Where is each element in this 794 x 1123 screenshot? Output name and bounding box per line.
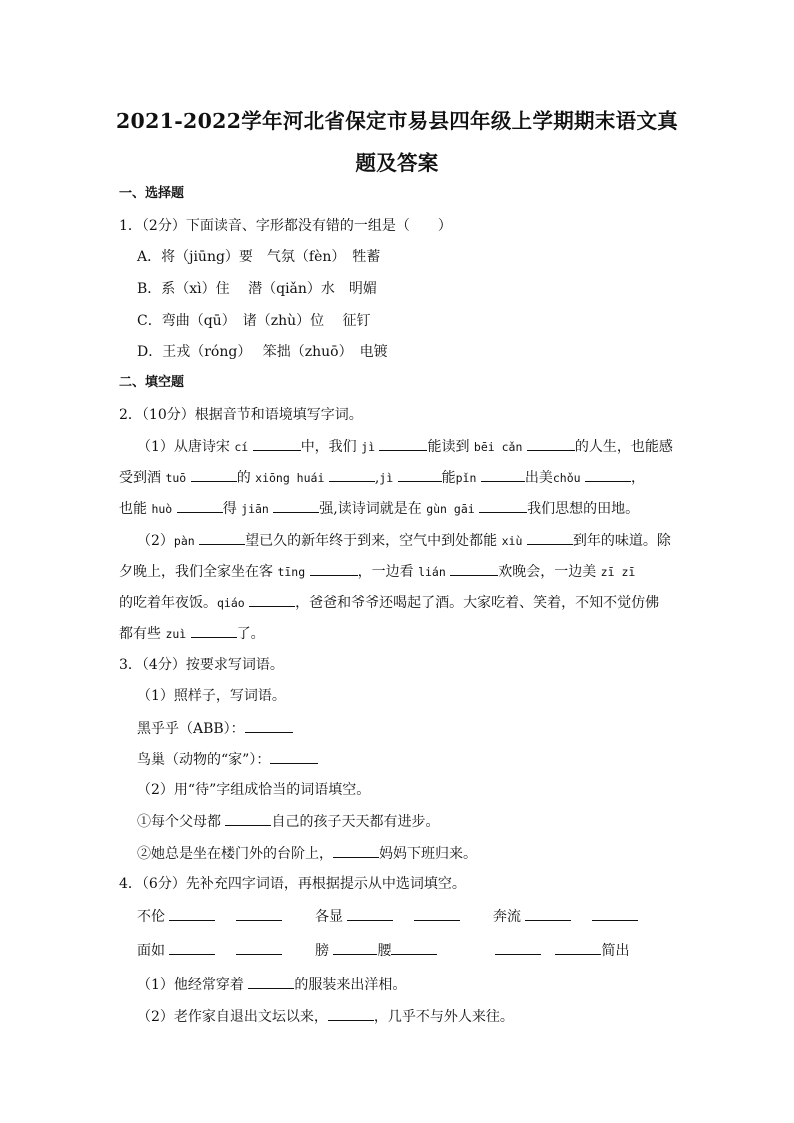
fill-blank[interactable] xyxy=(270,749,318,764)
text: 能 xyxy=(441,470,456,486)
text: 了。 xyxy=(236,626,265,642)
text: 的吃着年夜饭。 xyxy=(119,595,217,611)
fill-blank[interactable] xyxy=(236,940,282,955)
section-heading-choice: 一、选择题 xyxy=(119,186,185,201)
fill-blank[interactable] xyxy=(525,906,571,921)
fill-blank[interactable] xyxy=(169,906,215,921)
question-4-stem: 4．（6分）先补充四字词语，再根据提示从中选词填空。 xyxy=(119,876,466,892)
page-title-continued: 题及答案 xyxy=(355,151,439,175)
text: 到年的味道。除 xyxy=(572,533,671,549)
text: 也能 xyxy=(119,501,147,517)
fill-blank[interactable] xyxy=(333,843,379,858)
text: 得 xyxy=(222,501,237,517)
text: ，几乎不与外人来往。 xyxy=(373,1009,514,1025)
fill-blank[interactable] xyxy=(414,906,460,921)
idiom-5 xyxy=(315,940,437,961)
idiom-2 xyxy=(315,906,460,927)
text: ②她总是坐在楼门外的台阶上， xyxy=(137,846,333,862)
text: ①每个父母都 xyxy=(137,814,221,830)
text: 强,读诗词就是在 xyxy=(319,501,422,517)
pinyin: huò xyxy=(151,502,173,516)
question-2-p2-line4 xyxy=(119,623,265,644)
fill-blank[interactable] xyxy=(236,906,282,921)
pinyin: pàn xyxy=(173,534,195,548)
fill-blank[interactable] xyxy=(450,561,498,576)
text: （2） xyxy=(137,533,174,549)
text: （1）他经常穿着 xyxy=(137,977,244,993)
pinyin: lián xyxy=(418,565,446,579)
text: 中，我们 xyxy=(300,439,357,455)
fill-blank[interactable] xyxy=(347,906,393,921)
pinyin: chǒu xyxy=(552,471,581,485)
pinyin: jì xyxy=(361,440,375,454)
fill-blank[interactable] xyxy=(398,467,442,482)
idiom-6 xyxy=(495,940,629,961)
question-2-p2-line2 xyxy=(119,561,635,582)
text: , xyxy=(374,470,380,486)
text: 受到酒 xyxy=(119,470,161,486)
text: ，爸爸和爷爷还喝起了酒。大家吃着、笑着，不知不觉仿佛 xyxy=(295,595,660,611)
text: 的人生，也能感 xyxy=(574,439,673,455)
pinyin: jì xyxy=(379,471,394,485)
question-1-option-c: C．弯曲（qū） 诸（zhù）位 征钉 xyxy=(137,313,371,329)
fill-blank[interactable] xyxy=(555,940,601,955)
question-3-example-2 xyxy=(137,749,318,770)
question-2-p2-line3 xyxy=(119,592,659,613)
pinyin: xiōng huái xyxy=(255,471,325,485)
fill-blank[interactable] xyxy=(592,906,638,921)
question-3-sub1: （1）照样子，写词语。 xyxy=(137,688,286,704)
fill-blank[interactable] xyxy=(225,811,271,826)
text: 简出 xyxy=(601,943,630,959)
text: 自己的孩子天天都有进步。 xyxy=(271,814,440,830)
question-2-p1-line1 xyxy=(137,436,673,457)
question-3-sentence-2 xyxy=(137,843,477,864)
fill-blank[interactable] xyxy=(379,436,427,451)
pinyin: xiù xyxy=(501,534,523,548)
question-2-stem: 2．（10分）根据音节和语境填写字词。 xyxy=(119,407,363,423)
pinyin: tuō xyxy=(165,471,187,485)
text: 能读到 xyxy=(427,439,470,455)
text: 出美 xyxy=(524,470,553,486)
pinyin: cí xyxy=(234,440,249,454)
text: 妈妈下班归来。 xyxy=(379,846,477,862)
pinyin: jiān xyxy=(241,502,269,516)
fill-blank[interactable] xyxy=(273,498,319,513)
fill-blank[interactable] xyxy=(191,467,237,482)
fill-blank[interactable] xyxy=(585,467,631,482)
text: ，一边看 xyxy=(357,564,414,580)
fill-blank[interactable] xyxy=(391,940,437,955)
fill-blank[interactable] xyxy=(495,940,541,955)
text: 面如 xyxy=(137,943,165,959)
idiom-3 xyxy=(493,906,638,927)
fill-blank[interactable] xyxy=(199,530,245,545)
text: 的 xyxy=(236,470,251,486)
question-4-sentence-2 xyxy=(137,1006,514,1027)
text: 望已久的新年终于到来，空气中到处都能 xyxy=(245,533,498,549)
fill-blank[interactable] xyxy=(253,436,301,451)
text: （2）老作家自退出文坛以来， xyxy=(137,1009,328,1025)
fill-blank[interactable] xyxy=(248,974,294,989)
idiom-1 xyxy=(137,906,282,927)
text: 不伦 xyxy=(137,909,165,925)
text: 奔流 xyxy=(493,909,521,925)
question-3-example-1 xyxy=(137,718,293,739)
pinyin: gùn gāi xyxy=(426,502,475,516)
text: 腰 xyxy=(377,943,392,959)
question-3-sub2: （2）用“待”字组成恰当的词语填空。 xyxy=(137,782,371,798)
fill-blank[interactable] xyxy=(527,530,573,545)
text: 夕晚上，我们全家坐在客 xyxy=(119,564,273,580)
pinyin: qiáo xyxy=(217,596,245,610)
fill-blank[interactable] xyxy=(191,623,237,638)
page-title: 2021-2022学年河北省保定市易县四年级上学期期末语文真 xyxy=(115,109,679,133)
fill-blank[interactable] xyxy=(177,498,223,513)
fill-blank[interactable] xyxy=(481,467,525,482)
text: 欢晚会，一边美 xyxy=(498,564,597,580)
fill-blank[interactable] xyxy=(527,436,575,451)
fill-blank[interactable] xyxy=(310,561,358,576)
text: 鸟巢（动物的“家”）： xyxy=(137,752,271,768)
fill-blank[interactable] xyxy=(333,940,377,955)
text: 的服装来出洋相。 xyxy=(294,977,407,993)
question-1-option-a: A．将（jiūng）要 气氛（fèn） 牲蓄 xyxy=(137,249,381,265)
text: 膀 xyxy=(315,943,329,959)
fill-blank[interactable] xyxy=(479,498,527,513)
section-heading-fill: 二、填空题 xyxy=(119,375,185,390)
pinyin: tīng xyxy=(277,565,306,579)
question-2-p1-line2 xyxy=(119,467,645,488)
pinyin: zī zī xyxy=(600,565,636,579)
fill-blank[interactable] xyxy=(169,940,215,955)
fill-blank[interactable] xyxy=(249,592,295,607)
fill-blank[interactable] xyxy=(245,718,293,733)
question-4-sentence-1 xyxy=(137,974,406,995)
pinyin: bēi cǎn xyxy=(473,440,523,454)
question-1-option-b: B．系（xì）住 潜（qiǎn）水 明媚 xyxy=(137,281,377,297)
idiom-4 xyxy=(137,940,282,961)
pinyin: pǐn xyxy=(455,471,477,485)
question-1-stem: 1．（2分）下面读音、字形都没有错的一组是（ ） xyxy=(119,218,452,234)
question-3-sentence-1 xyxy=(137,811,439,832)
fill-blank[interactable] xyxy=(328,1006,374,1021)
fill-blank[interactable] xyxy=(329,467,375,482)
text: 都有些 xyxy=(119,626,161,642)
text: ， xyxy=(631,470,645,486)
question-1-option-d: D．王戎（róng） 笨拙（zhuō） 电镀 xyxy=(137,344,388,360)
text: 黑乎乎（ABB）： xyxy=(137,721,245,737)
text: 我们思想的田地。 xyxy=(527,501,640,517)
question-2-p2-line1 xyxy=(137,530,671,551)
question-2-p1-line3 xyxy=(119,498,639,519)
text: （1）从唐诗宋 xyxy=(137,439,230,455)
pinyin: zuì xyxy=(165,627,187,641)
question-3-stem: 3．（4分）按要求写词语。 xyxy=(119,657,284,673)
text: 各显 xyxy=(315,909,343,925)
